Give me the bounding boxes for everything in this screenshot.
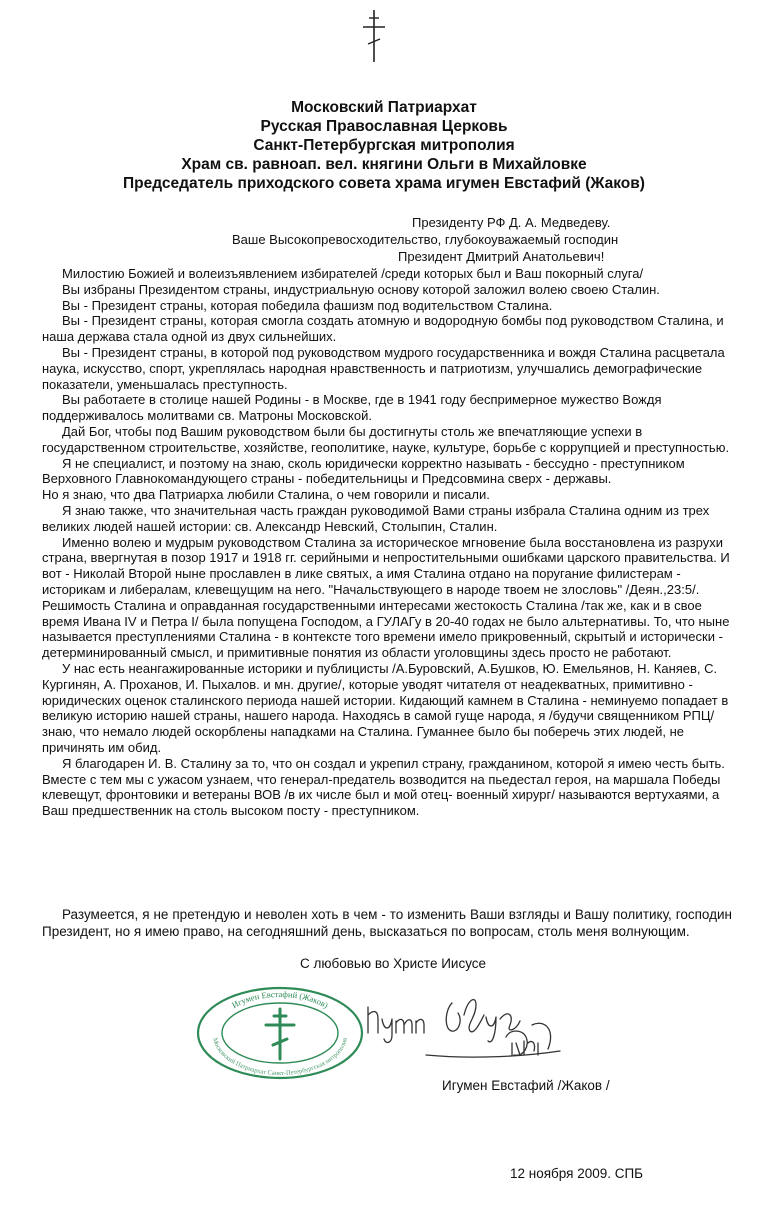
svg-text:Игумен Евстафий (Жаков): Игумен Евстафий (Жаков) [230, 988, 331, 1011]
salutation-line: Президент Дмитрий Анатольевич! [398, 249, 605, 264]
paragraph: Я знаю также, что значительная часть граждан руководимой Вами страны избрала Сталина одним из трех великих людей нашей истории: св. Александр Невский, Столыпин, Сталин. [42, 502, 710, 534]
greeting: С любовью во Христе Иисусе [300, 956, 487, 971]
closing-paragraph: Разумеется, я не претендую и неволен хоть в чем - то изменить Ваши взгляды и Вашу политику, господин Президент, но я имею право, на сегодняшний день, высказаться по вопросам, столь меня волнующим. [42, 907, 732, 939]
paragraph: Вы избраны Президентом страны, индустриальную основу которой заложил волею своею Сталин. [62, 281, 660, 297]
letterhead-line: Председатель приходского совета храма игумен Евстафий (Жаков) [123, 175, 645, 192]
paragraph: Дай Бог, чтобы под Вашим руководством были бы достигнуты столь же впечатляющие успехи в государственном строительстве, хозяйстве, геополитике, науке, культуре, борьбе с коррупцией и преступностью. [42, 423, 730, 455]
orthodox-cross-icon [360, 8, 388, 64]
paragraph: Я не специалист, и поэтому на знаю, сколь юридически корректно называть - бессудно - преступником Верховного Главнокомандующего страны - победительницы и Предсовмина сверх - державы. [42, 455, 685, 487]
paragraph: Вы - Президент страны, в которой под руководством мудрого государственника и вождя Сталина расцветала наука, искусство, спорт, укреплялась народная нравственность и патриотизм, улучшались демографические показатели, уменьшалась преступность. [42, 344, 725, 392]
letter-body [42, 266, 730, 819]
paragraph: Вы работаете в столице нашей Родины - в Москве, где в 1941 году беспримерное мужество Вождя поддерживалось молитвами св. Матроны Московской. [42, 392, 662, 424]
addressee: Президенту РФ Д. А. Медведеву. [412, 215, 611, 230]
letter-date: 12 ноября 2009. СПБ [510, 1166, 644, 1181]
paragraph: Именно волею и мудрым руководством Сталина за историческое мгновение была восстановлена из разрухи страна, ввергнутая в позор 1917 и 1918 гг. серийными и непростительными ошибками царского правительства. И вот - Николай Второй ныне прославлен в лике святых, а имя Сталина отдано на поругание филистерам - историкам и либералам, клевещущим на него. "Начальствующего в народе твоем не злословь" /Деян.,23:5/. Решимость Сталина и оправданная государственными интересами жестокость Сталина /так же, как и в свое время Ивана IV и Петра I/ была попущена Господом, а ГУЛАГу в 20-40 годах не было альтернативы. То, что ныне называется преступлениями Сталина - в контексте того времени имело прикровенный, скрытый и исторически - детерминированный смысл, и примитивные понятия из области уголовщины здесь просто не работают. [42, 534, 730, 661]
letterhead-line: Санкт-Петербургская митрополия [253, 137, 515, 154]
svg-text:Московский Патриархат Санкт-Пе: Московский Патриархат Санкт-Петербургская митрополия [211, 1037, 349, 1078]
paragraph: Я благодарен И. В. Сталину за то, что он создал и укрепил страну, гражданином, которой я имею честь быть. Вместе с тем мы с ужасом узнаем, что генерал-предатель возводится на пьедестал героя, на маршала Победы клевещут, фронтовики и ветераны ВОВ /в их числе был и мой отец- военный хирург/ называются вертухаями, а Ваш предшественник на столь высоком посту - преступником. [42, 755, 725, 819]
paragraph: Милостию Божией и волеизъявлением избирателей /среди которых был и Ваш покорный слуга/ [62, 266, 644, 281]
letterhead-line: Русская Православная Церковь [260, 118, 508, 135]
letterhead-line: Храм св. равноап. вел. княгини Ольги в Михайловке [181, 156, 587, 173]
church-seal [195, 985, 365, 1080]
paragraph: Вы - Президент страны, которая смогла создать атомную и водородную бомбы под руководством Сталина, и наша держава стала одной из двух сильнейших. [42, 313, 724, 345]
letterhead [60, 98, 708, 193]
paragraph: Вы - Президент страны, которая победила фашизм под водительством Сталина. [62, 297, 553, 313]
paragraph: У нас есть неангажированные историки и публицисты /А.Буровский, А.Бушков, Ю. Емельянов, Н. Каняев, С. Кургинян, А. Проханов, И. Пыхалов. и мн. другие/, которые уводят читателя от неадекватных, примитивно - юридических оценок сталинского периода нашей истории. Кидающий камнем в Сталина - неминуемо попадает в великую историю нашей страны, нашего народа. Находясь в самой гуще народа, я /будучи священником РПЦ/ знаю, что немало людей оскорблены нападками на Сталина. Гуманнее было бы поберечь этих людей, не причинять им обид. [42, 660, 729, 755]
paragraph: Но я знаю, что два Патриарха любили Сталина, о чем говорили и писали. [42, 487, 490, 503]
letterhead-line: Московский Патриархат [291, 99, 477, 116]
signer-name: Игумен Евстафий /Жаков / [442, 1078, 610, 1093]
salutation-line: Ваше Высокопревосходительство, глубокоуважаемый господин [232, 232, 619, 247]
handwritten-signature [360, 985, 580, 1075]
